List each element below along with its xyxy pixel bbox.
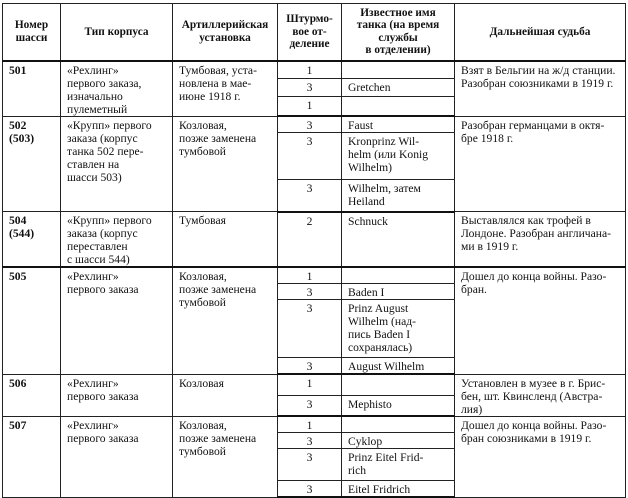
assault-section: 3 <box>278 116 342 133</box>
assault-section: 3 <box>278 449 342 481</box>
assault-section: 1 <box>278 61 342 79</box>
chassis-number: 506 <box>3 374 61 416</box>
assault-section: 3 <box>278 481 342 498</box>
table-row <box>3 116 626 133</box>
header-chassis: Номер шасси <box>3 4 61 61</box>
tank-name: Baden I <box>342 284 455 300</box>
assault-section: 1 <box>278 416 342 433</box>
table-row <box>3 212 626 268</box>
hull-type: «Рехлинг» первого заказа, изначально пулеметный <box>61 61 173 117</box>
table-row <box>3 374 626 395</box>
header-row <box>3 4 626 61</box>
assault-section: 3 <box>278 300 342 358</box>
tank-name <box>342 96 455 116</box>
tank-fates-table <box>2 3 626 498</box>
assault-section: 3 <box>278 284 342 300</box>
assault-section: 3 <box>278 395 342 416</box>
table-body <box>3 4 626 498</box>
chassis-number: 501 <box>3 61 61 117</box>
header-tank-name: Известное имя танка (на время службы в отделении) <box>342 4 455 61</box>
artillery-mount: Тумбовая, уста- новлена в мае- июне 1918 г. <box>173 61 278 117</box>
assault-section: 3 <box>278 358 342 375</box>
table-row <box>3 416 626 433</box>
tank-name: Prinz August Wilhelm (над- пись Baden I сохранялась) <box>342 300 455 358</box>
chassis-number: 502 (503) <box>3 116 61 212</box>
later-fate: Установлен в музее в г. Брис- бен, шт. Квинсленд (Австра- лия) <box>455 374 626 416</box>
assault-section: 1 <box>278 374 342 395</box>
tank-name: Faust <box>342 116 455 133</box>
tank-name: Cyklop <box>342 433 455 449</box>
tank-name: Wilhelm, затем Heiland <box>342 180 455 212</box>
artillery-mount: Тумбовая <box>173 212 278 268</box>
tank-name: Mephisto <box>342 395 455 416</box>
assault-section: 3 <box>278 433 342 449</box>
table-row <box>3 267 626 284</box>
hull-type: «Крупп» первого заказа (корпус переставлен с шасси 544) <box>61 212 173 268</box>
hull-type: «Крупп» первого заказа (корпус танка 502 пере- ставлен на шасси 503) <box>61 116 173 212</box>
tank-name: Gretchen <box>342 79 455 97</box>
assault-section: 3 <box>278 133 342 180</box>
artillery-mount: Козловая, позже заменена тумбовой <box>173 267 278 374</box>
assault-section: 3 <box>278 180 342 212</box>
hull-type: «Рехлинг» первого заказа <box>61 374 173 416</box>
header-fate: Дальнейшая судьба <box>455 4 626 61</box>
chassis-number: 504 (544) <box>3 212 61 268</box>
later-fate: Дошел до конца войны. Разо- бран. <box>455 267 626 374</box>
tank-name: Prinz Eitel Frid- rich <box>342 449 455 481</box>
chassis-number: 507 <box>3 416 61 497</box>
tank-name: Schnuck <box>342 212 455 268</box>
artillery-mount: Козловая, позже заменена тумбовой <box>173 416 278 497</box>
header-artillery: Артиллерийская установка <box>173 4 278 61</box>
tank-name <box>342 267 455 284</box>
later-fate: Дошел до конца войны. Разо- бран союзниками в 1919 г. <box>455 416 626 497</box>
hull-type: «Рехлинг» первого заказа <box>61 267 173 374</box>
tank-name: Eitel Fridrich <box>342 481 455 498</box>
tank-name <box>342 61 455 79</box>
tank-name <box>342 374 455 395</box>
later-fate: Выставлялся как трофей в Лондоне. Разобран англичана- ми в 1919 г. <box>455 212 626 268</box>
assault-section: 1 <box>278 267 342 284</box>
assault-section: 2 <box>278 212 342 268</box>
tank-name <box>342 416 455 433</box>
later-fate: Разобран германцами в октя- бре 1918 г. <box>455 116 626 212</box>
header-assault-section: Штурмо- вое от- деление <box>278 4 342 61</box>
hull-type: «Рехлинг» первого заказа <box>61 416 173 497</box>
tank-name: August Wilhelm <box>342 358 455 375</box>
table-row <box>3 61 626 79</box>
tank-name: Kronprinz Wil- helm (или Konig Wilhelm) <box>342 133 455 180</box>
header-hull-type: Тип корпуса <box>61 4 173 61</box>
later-fate: Взят в Бельгии на ж/д станции. Разобран союзниками в 1919 г. <box>455 61 626 117</box>
assault-section: 3 <box>278 79 342 97</box>
artillery-mount: Козловая, позже заменена тумбовой <box>173 116 278 212</box>
chassis-number: 505 <box>3 267 61 374</box>
artillery-mount: Козловая <box>173 374 278 416</box>
assault-section: 1 <box>278 96 342 116</box>
